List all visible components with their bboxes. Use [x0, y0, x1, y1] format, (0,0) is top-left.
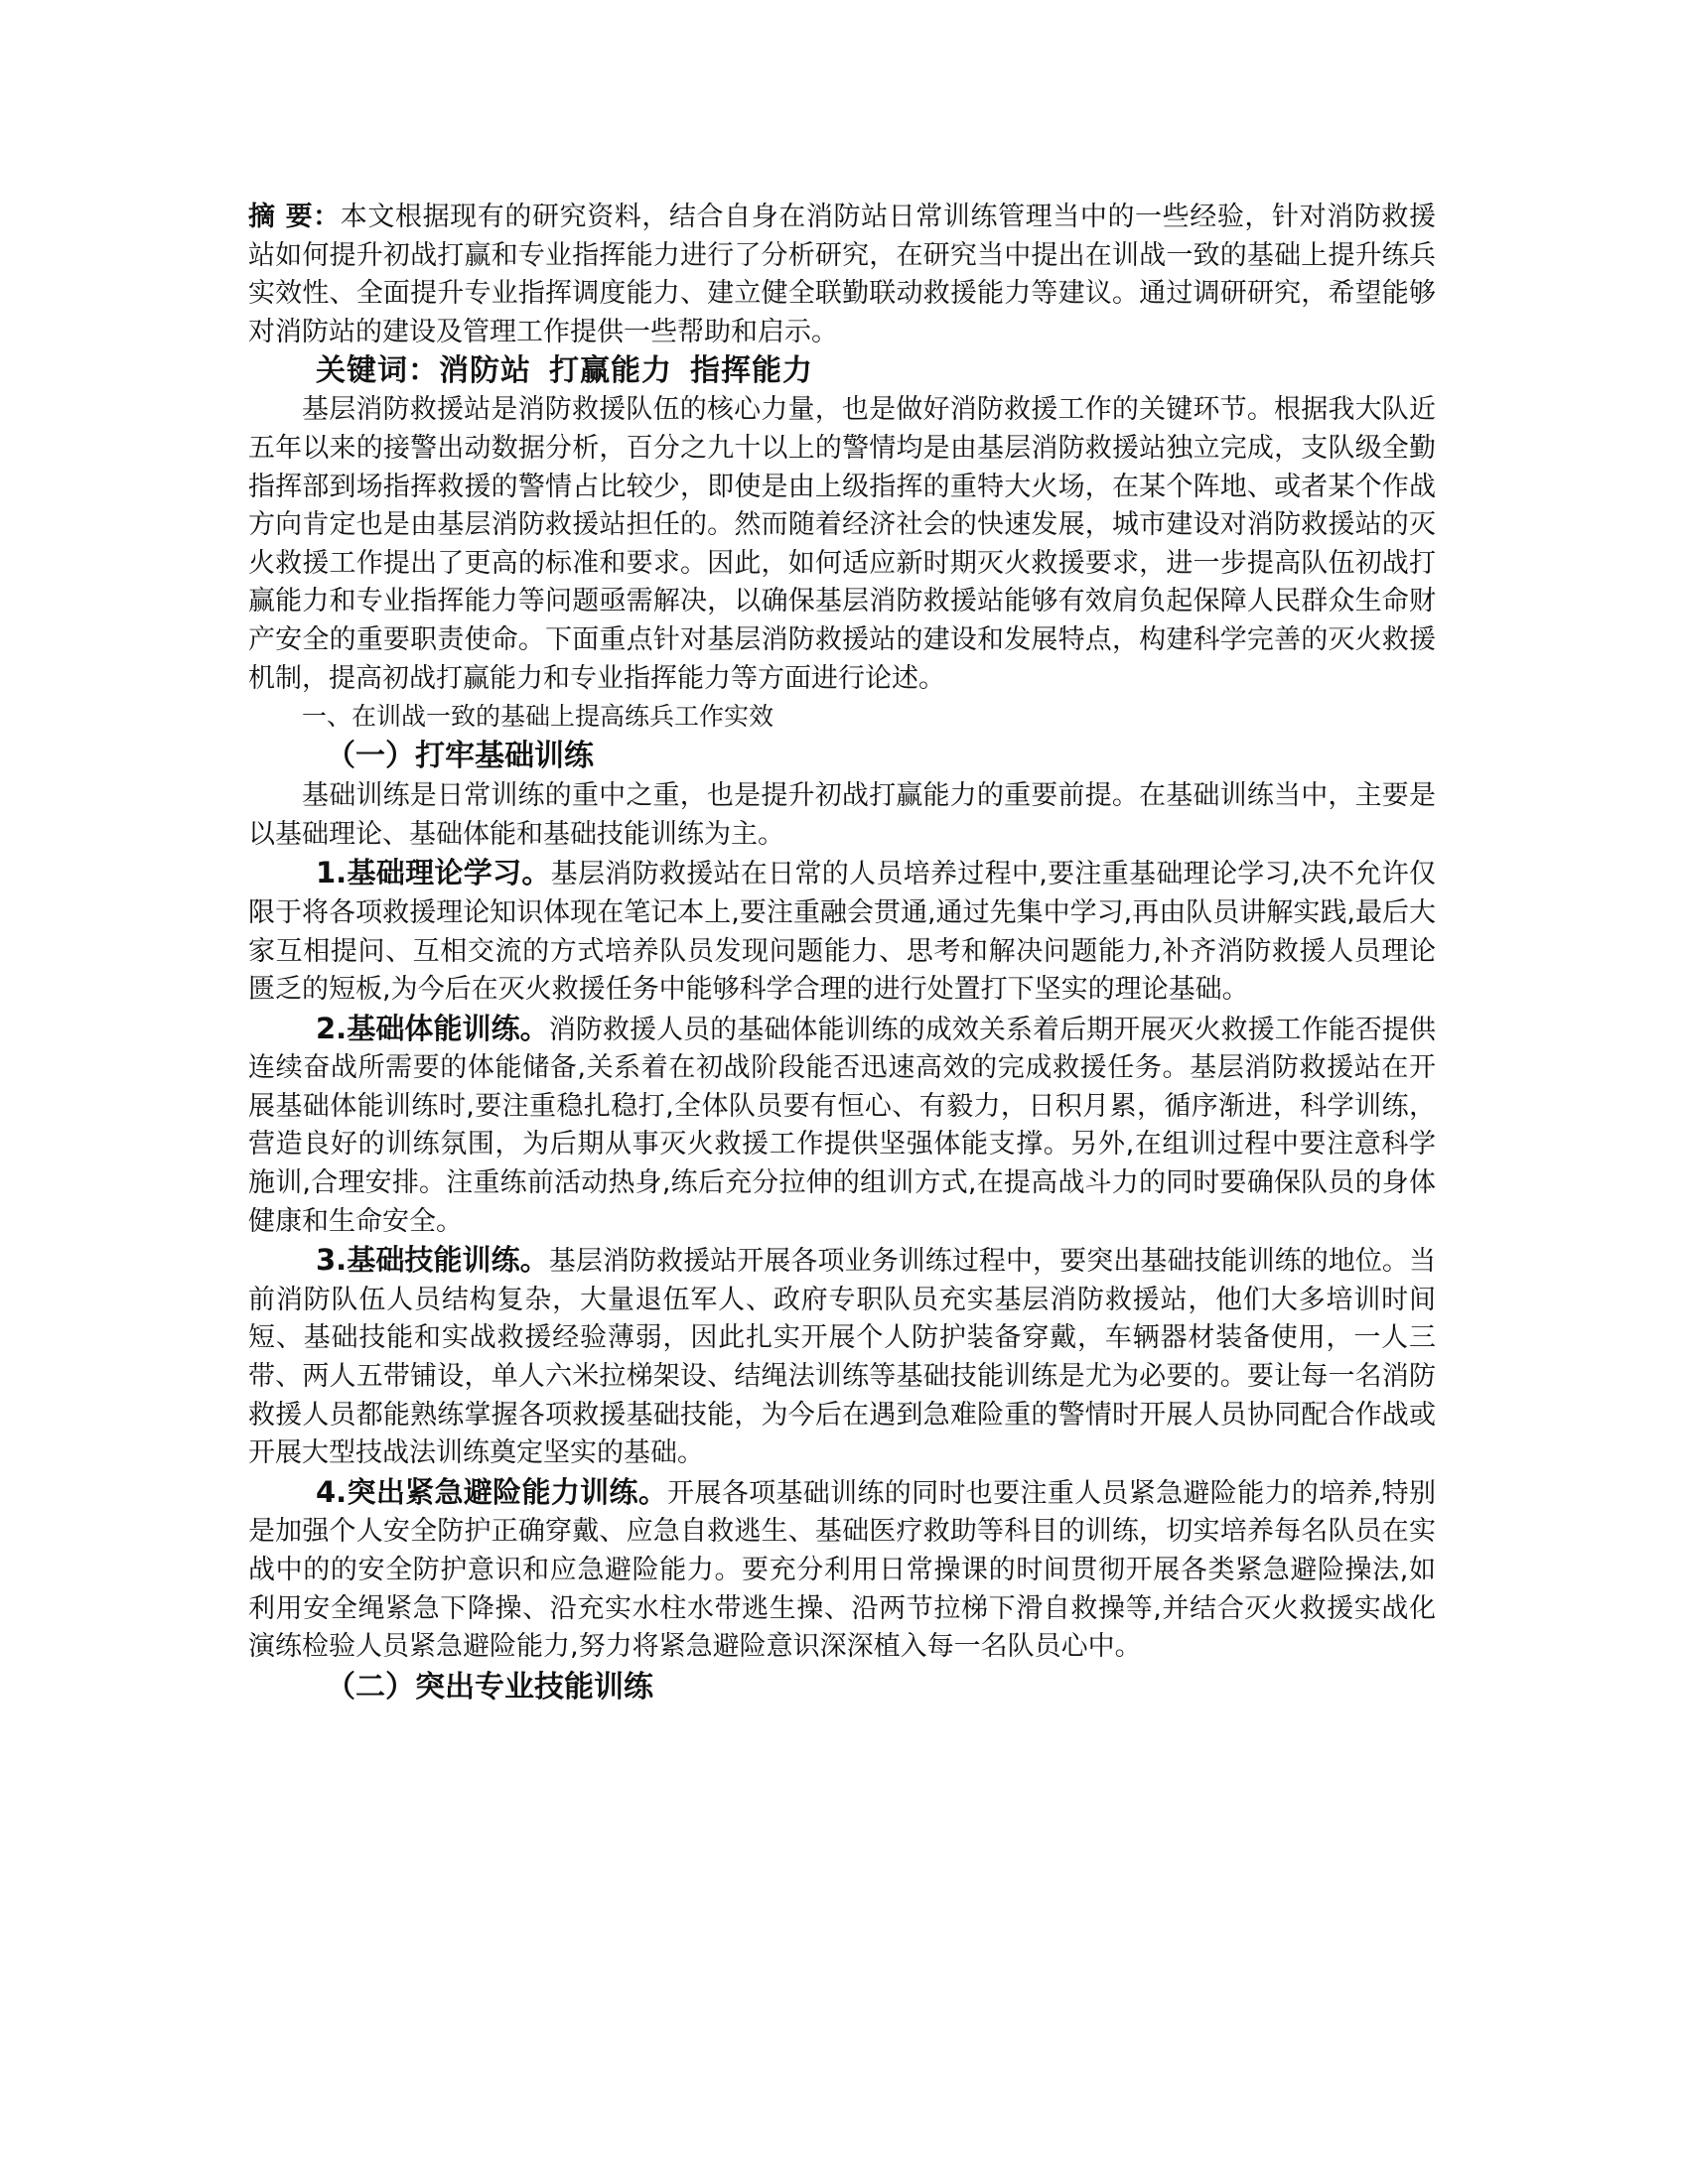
subsection-intro-paragraph: 基础训练是日常训练的重中之重，也是提升初战打赢能力的重要前提。在基础训练当中，主要是以基础理论、基础体能和基础技能训练为主。 [248, 780, 1436, 850]
section-heading-1: 一、在训战一致的基础上提高练兵工作实效 [302, 702, 774, 732]
item-title-2: 2.基础体能训练。 [316, 1011, 549, 1045]
item-title-3: 3.基础技能训练。 [316, 1243, 549, 1278]
item-paragraph-2 [248, 1010, 1436, 1242]
keyword-2: 打赢能力 [549, 353, 672, 389]
abstract-text: 本文根据现有的研究资料，结合自身在消防站日常训练管理当中的一些经验，针对消防救援站如何提升初战打赢和专业指挥能力进行了分析研究，在研究当中提出在训战一致的基础上提升练兵实效性、全面提升专业指挥调度能力、建立健全联勤联动救援能力等建议。通过调研研究，希望能够对消防站的建设及管理工作提供一些帮助和启示。 [248, 202, 1436, 347]
item-paragraph-3 [248, 1241, 1436, 1473]
item-title-1: 1.基础理论学习。 [316, 856, 551, 890]
item-title-4: 4.突出紧急避险能力训练。 [316, 1474, 668, 1509]
item-paragraph-4 [248, 1473, 1436, 1667]
abstract-label: 摘 要： [248, 202, 341, 232]
keywords-label: 关键词： [316, 353, 439, 389]
item-text-4: 开展各项基础训练的同时也要注重人员紧急避险能力的培养,特别是加强个人安全防护正确穿戴、应急自救逃生、基础医疗救助等科目的训练，切实培养每名队员在实战中的的安全防护意识和应急避险能力。要充分利用日常操课的时间贯彻开展各类紧急避险操法,如利用安全绳紧急下降操、沿充实水柱水带逃生操、沿两节拉梯下滑自救操等,并结合灭火救援实战化演练检验人员紧急避险能力,努力将紧急避险意识深深植入每一名队员心中。 [248, 1477, 1436, 1663]
subsection-heading-1: （一）打牢基础训练 [326, 739, 594, 774]
keywords-line [316, 351, 1436, 391]
item-text-1: 基层消防救援站在日常的人员培养过程中,要注重基础理论学习,决不允许仅限于将各项救援理论知识体现在笔记本上,要注重融会贯通,通过先集中学习,再由队员讲解实践,最后大家互相提问、互相交流的方式培养队员发现问题能力、思考和解决问题能力,补齐消防救援人员理论匮乏的短板,为今后在灭火救援任务中能够科学合理的进行处置打下坚实的理论基础。 [248, 859, 1436, 1006]
keyword-1: 消防站 [439, 353, 531, 389]
item-paragraph-1 [248, 854, 1436, 1009]
intro-paragraph: 基层消防救援站是消防救援队伍的核心力量，也是做好消防救援工作的关键环节。根据我大队近五年以来的接警出动数据分析，百分之九十以上的警情均是由基层消防救援站独立完成，支队级全勤指挥部到场指挥救援的警情占比较少，即使是由上级指挥的重特大火场，在某个阵地、或者某个作战方向肯定也是由基层消防救援站担任的。然而随着经济社会的快速发展，城市建设对消防救援站的灭火救援工作提出了更高的标准和要求。因此，如何适应新时期灭火救援要求，进一步提高队伍初战打赢能力和专业指挥能力等问题亟需解决，以确保基层消防救援站能够有效肩负起保障人民群众生命财产安全的重要职责使命。下面重点针对基层消防救援站的建设和发展特点，构建科学完善的灭火救援机制，提高初战打赢能力和专业指挥能力等方面进行论述。 [248, 394, 1436, 694]
item-text-2: 消防救援人员的基础体能训练的成效关系着后期开展灭火救援工作能否提供连续奋战所需要的体能储备,关系着在初战阶段能否迅速高效的完成救援任务。基层消防救援站在开展基础体能训练时,要注重稳扎稳打,全体队员要有恒心、有毅力，日积月累，循序渐进，科学训练，营造良好的训练氛围，为后期从事灭火救援工作提供坚强体能支撑。另外,在组训过程中要注意科学施训,合理安排。注重练前活动热身,练后充分拉伸的组训方式,在提高战斗力的同时要确保队员的身体健康和生命安全。 [248, 1014, 1437, 1237]
keyword-3: 指挥能力 [690, 353, 813, 389]
abstract-paragraph [248, 199, 1436, 351]
document-page [248, 199, 1436, 1708]
item-text-3: 基层消防救援站开展各项业务训练过程中，要突出基础技能训练的地位。当前消防队伍人员结构复杂，大量退伍军人、政府专职队员充实基层消防救援站，他们大多培训时间短、基础技能和实战救援经验薄弱，因此扎实开展个人防护装备穿戴，车辆器材装备使用，一人三带、两人五带铺设，单人六米拉梯架设、结绳法训练等基础技能训练是尤为必要的。要让每一名消防救援人员都能熟练掌握各项救援基础技能，为今后在遇到急难险重的警情时开展人员协同配合作战或开展大型技战法训练奠定坚实的基础。 [248, 1246, 1437, 1469]
subsection-heading-2: （二）突出专业技能训练 [326, 1669, 653, 1705]
